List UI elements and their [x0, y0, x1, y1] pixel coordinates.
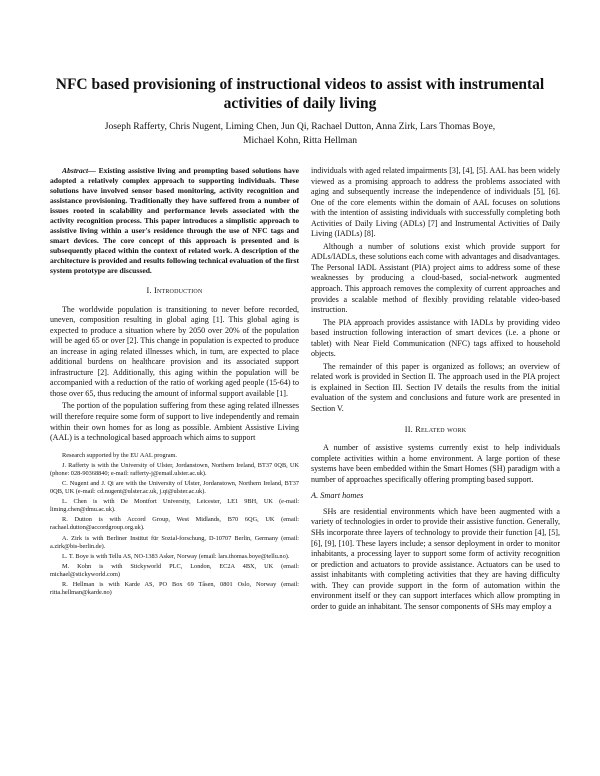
- footnote: L. T. Boye is with Tellu AS, NO-1383 Asker, Norway (email: lars.thomas.boye@tellu.no).: [62, 552, 290, 560]
- related-paragraph-1: A number of assistive systems currently exist to help individuals complete activities within a home environment. A large portion of these systems have been embedded within the Smart Homes (SH) paradigm with a number of approaches specifically offering prompting based support.: [311, 443, 560, 484]
- intro-paragraph-5: The remainder of this paper is organized as follows; an overview of related work is provided in Section II. The approach used in the PIA project is explained in Section III. Section IV details the results from the initial evaluation of the system and conclusions and future work are presented in Section V.: [311, 361, 560, 414]
- footnote: C. Nugent and J. Qi are with the University of Ulster, Jordanstown, Northern Ireland, BT37 0QB, UK (e-mail: cd.nugent@ulster.ac.uk, j.qi@ulster.ac.uk).: [50, 479, 299, 496]
- footnotes: [50, 452, 299, 598]
- paper-title: NFC based provisioning of instructional videos to assist with instrumental activities of daily living: [55, 76, 545, 112]
- abstract: [50, 166, 299, 276]
- abstract-text: — Existing assistive living and prompting based solutions have adopted a relatively complex approach to supporting individuals. These solutions have involved sensor based monitoring, activity recognition and assistance provisioning. Traditionally they have suffered from a number of issues rooted in scalability and performance levels associated with the activity recognition process. This paper introduces a simplistic approach to assistive living within a user's residence through the use of NFC tags and smart devices. The core concept of this approach is presented and is subsequently placed within the context of related work. A description of the architecture is provided and results following technical evaluation of the first system prototype are discussed.: [50, 166, 299, 275]
- footnote: M. Kohn is with Stickyworld PLC, London, EC2A 4BX, UK (email: michael@stickyworld.com): [50, 562, 299, 578]
- section-heading-introduction: I. Introduction: [146, 286, 203, 295]
- smart-homes-paragraph-1: SHs are residential environments which have been augmented with a variety of technologies in order to provide their assistive function. Generally, SHs incorporate three layers of technology to provide their function [4], [5], [6], [9], [10]. These layers include; a sensor deployment in order to monitor inhabitants, a processing layer to support some form of activity recognition or prediction and actuators to provide assistance. Actuators can be used to assist inhabitants with completing activities that they are having difficulty with. They can provide support in the form of automation within the environment itself or they can support interfaces which allow prompting in order to guide an inhabitant. The sensor components of SHs may employ a: [311, 506, 560, 611]
- footnote: R. Hellman is with Karde AS, PO Box 69 Tåsen, 0801 Oslo, Norway (email: ritta.hellman@karde.no): [50, 580, 299, 597]
- abstract-label: Abstract: [62, 166, 89, 175]
- authors-line-2: Michael Kohn, Ritta Hellman: [242, 134, 358, 146]
- intro-paragraph-2: The portion of the population suffering from these aging related illnesses will therefore require some form of support to live independently and remain within their own homes for as long as possible. Ambient Assistive Living (AAL) is a technological based approach which aims to support: [50, 401, 299, 443]
- footnote: A. Zirk is with Berliner Institut für Sozial-forschung, D-10707 Berlin, Germany (email: a.zirk@bis-berlin.de).: [50, 534, 299, 550]
- intro-paragraph-4: The PIA approach provides assistance with IADLs by providing video based instruction following interaction of smart devices (i.e. a phone or tablet) with Near Field Communication (NFC) tags affixed to household objects.: [311, 317, 560, 359]
- intro-paragraph-3: Although a number of solutions exist which provide support for ADLs/IADLs, these solutions each come with advantages and disadvantages. The Personal IADL Assistant (PIA) project aims to address some of these weaknesses by producing a cloud-based, social-network augmented approach. This approach removes the complexity of current approaches and provides a scalable method of flexibly providing relatable video-based instruction.: [311, 241, 560, 315]
- section-heading-related-work: II. Related work: [404, 424, 467, 434]
- footnote: Research supported by the EU AAL program.: [62, 451, 178, 459]
- right-column: [311, 166, 560, 614]
- subsection-heading-smart-homes: A. Smart homes: [311, 491, 364, 501]
- authors-line-1: Joseph Rafferty, Chris Nugent, Liming Chen, Jun Qi, Rachael Dutton, Anna Zirk, Lars Thomas Boye,: [104, 121, 496, 132]
- intro-paragraph-1: The worldwide population is transitioning to never before recorded, uneven, composition resulting in global aging [1]. This global aging is expected to produce a situation where by 2050 over 20% of the population will be aged 65 or over [2]. This change in population is expected to produce an increase in aging related illnesses which, in turn, are expected to place additional burdens on healthcare provision and its associated support infrastructure [2]. Additionally, this aging within the population will be accompanied with a reduction of the ratio of working aged people (15-64) to those over 65, thus reducing the amount of informal support available [1].: [50, 304, 299, 398]
- intro-paragraph-continued: individuals with aged related impairments [3], [4], [5]. AAL has been widely viewed as a promising approach to address the problems associated with aging and subsequently increase the independence of individuals [5], [6]. One of the core elements within the domain of AAL focuses on solutions with the intention of assisting individuals with successfully completing both Activities of Daily Living (ADLs) [7] and Instrumental Activities of Daily Living (IADLs) [8].: [311, 166, 560, 239]
- footnote: J. Rafferty is with the University of Ulster, Jordanstown, Northern Ireland, BT37 0QB, UK (phone: 028-90368840; e-mail: rafferty-j@email.ulster.ac.uk).: [50, 461, 299, 477]
- author-list: [40, 120, 560, 147]
- footnote: L. Chen is with De Montfort University, Leicester, LE1 9BH, UK (e-mail: liming.chen@dmu.ac.uk).: [50, 498, 299, 514]
- footnote: R. Dutton is with Accord Group, West Midlands, B70 6QG, UK (email: rachael.dutton@accordgroup.org.uk).: [50, 516, 299, 532]
- left-column: [50, 166, 299, 599]
